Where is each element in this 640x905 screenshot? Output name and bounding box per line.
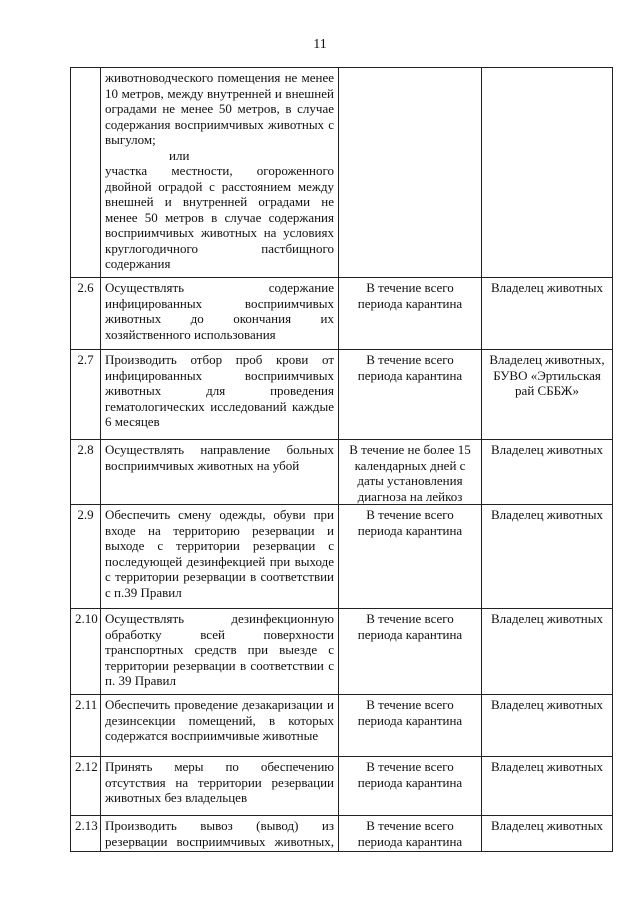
term-line: В течение всего — [366, 759, 454, 774]
term-line: календарных дней с — [354, 457, 466, 473]
responsible-cell — [482, 695, 613, 757]
responsible-cell — [482, 757, 613, 816]
measure-line: или — [169, 147, 190, 163]
term-line: В течение не более 15 — [349, 442, 471, 457]
measure-line: п. 39 Правил — [105, 673, 176, 688]
measure-line: обработку всей поверхности — [105, 626, 334, 642]
measure-line: Осуществлять содержание — [105, 280, 334, 295]
measure-cell — [101, 440, 339, 505]
row-number-cell: 2.12 — [71, 757, 101, 816]
measure-line: содержания восприимчивых животных с — [105, 116, 334, 132]
measure-line: Осуществлять дезинфекционную — [105, 611, 334, 626]
measure-line: 6 месяцев — [105, 414, 160, 429]
responsible-cell — [482, 609, 613, 695]
responsible-line: Владелец животных — [491, 280, 603, 295]
measure-line: животных для проведения — [105, 383, 334, 398]
term-line: В течение всего — [366, 352, 454, 367]
term-line: В течение всего — [366, 818, 454, 833]
measure-line: выходе с территории резервации с — [105, 538, 334, 553]
measure-line: Производить отбор проб крови от — [105, 352, 334, 367]
term-cell — [339, 505, 482, 609]
row-number-cell: 2.11 — [71, 695, 101, 757]
responsible-line: Владелец животных — [491, 818, 603, 833]
measure-line: дезинсекции помещений, в которых — [105, 712, 334, 728]
row-number-cell: 2.13 — [71, 816, 101, 852]
term-line: периода карантина — [357, 367, 463, 383]
row-number-cell: 2.9 — [71, 505, 101, 609]
term-line: В течение всего — [366, 611, 454, 626]
row-number-cell: 2.10 — [71, 609, 101, 695]
term-line: периода карантина — [357, 295, 463, 311]
measure-line: оградами не менее 50 метров, в случае — [105, 101, 334, 116]
responsible-cell — [482, 350, 613, 440]
measure-line: животноводческого помещения не менее — [105, 70, 334, 85]
term-cell — [339, 68, 482, 278]
measure-line: Обеспечить проведение дезакаризации и — [105, 697, 334, 712]
term-line: периода карантина — [357, 712, 463, 728]
responsible-line: Владелец животных — [491, 507, 603, 522]
term-cell — [339, 440, 482, 505]
measure-cell — [101, 816, 339, 852]
measure-line: последующей дезинфекцией при выходе — [105, 553, 334, 569]
term-line: периода карантина — [357, 833, 463, 849]
measure-line: отсутствия на территории резервации — [105, 774, 334, 790]
table-row — [71, 757, 613, 816]
responsible-line: Владелец животных, — [489, 352, 605, 367]
table-row — [71, 816, 613, 852]
responsible-line: Владелец животных — [491, 442, 603, 457]
measure-line: Осуществлять направление больных — [105, 442, 334, 457]
measure-line: животных до окончания их — [105, 311, 334, 326]
measure-line: входе на территорию резервации и — [105, 522, 334, 538]
measure-line: гематологических исследований каждые — [105, 398, 334, 414]
responsible-cell — [482, 505, 613, 609]
responsible-line: Владелец животных — [491, 697, 603, 712]
responsible-line: Владелец животных — [491, 759, 603, 774]
term-line: В течение всего — [366, 697, 454, 712]
term-cell — [339, 609, 482, 695]
measure-cell — [101, 278, 339, 350]
measure-line: территории резервации в соответствии с — [105, 657, 334, 673]
measure-line: 10 метров, между внутренней и внешней — [105, 85, 334, 101]
measure-line: содержатся восприимчивые животные — [105, 728, 319, 743]
measure-line: менее 50 метров в случае содержания — [105, 209, 334, 225]
measure-cell — [101, 695, 339, 757]
measure-line: инфицированных восприимчивых — [105, 367, 334, 383]
measure-line: резервации восприимчивых животных, — [105, 833, 334, 849]
row-number-cell: 2.8 — [71, 440, 101, 505]
term-cell — [339, 350, 482, 440]
term-line: В течение всего — [366, 280, 454, 295]
term-line: даты установления — [357, 473, 463, 488]
measure-line: инфицированных восприимчивых — [105, 295, 334, 311]
responsible-line: рай СББЖ» — [515, 383, 579, 398]
measure-line: участка местности, огороженного — [105, 163, 334, 178]
measure-line: двойной оградой с расстоянием между — [105, 178, 334, 194]
responsible-line: Владелец животных — [491, 611, 603, 626]
table-row — [71, 350, 613, 440]
row-number-cell — [71, 68, 101, 278]
responsible-line: БУВО «Эртильская — [493, 367, 601, 383]
measure-line: внешней и внутренней оградами не — [105, 194, 334, 209]
measure-line: животных без владельцев — [105, 790, 248, 805]
responsible-cell — [482, 440, 613, 505]
measure-line: выгулом; — [105, 132, 156, 147]
measure-line: восприимчивых животных на убой — [105, 457, 300, 473]
measures-table — [70, 67, 613, 852]
term-cell — [339, 816, 482, 852]
term-line: диагноза на лейкоз — [357, 488, 463, 504]
measure-line: хозяйственного использования — [105, 326, 276, 342]
row-number-cell: 2.7 — [71, 350, 101, 440]
responsible-cell — [482, 278, 613, 350]
term-cell — [339, 757, 482, 816]
table-row — [71, 695, 613, 757]
measure-cell — [101, 609, 339, 695]
responsible-cell — [482, 68, 613, 278]
table-row — [71, 505, 613, 609]
measure-line: с территории резервации в соответствии — [105, 569, 334, 584]
measure-line: содержания — [105, 256, 171, 271]
term-cell — [339, 695, 482, 757]
measure-line: Принять меры по обеспечению — [105, 759, 334, 774]
row-number-cell: 2.6 — [71, 278, 101, 350]
measure-line: Обеспечить смену одежды, обуви при — [105, 507, 334, 522]
responsible-cell — [482, 816, 613, 852]
term-line: В течение всего — [366, 507, 454, 522]
term-line: периода карантина — [357, 522, 463, 538]
term-line: периода карантина — [357, 774, 463, 790]
table-row — [71, 278, 613, 350]
term-line: периода карантина — [357, 626, 463, 642]
page-number: 11 — [313, 37, 327, 52]
table-row-continuation — [71, 68, 613, 278]
term-cell — [339, 278, 482, 350]
measure-line: восприимчивых животных на условиях — [105, 225, 334, 240]
measure-line: с п.39 Правил — [105, 584, 182, 600]
measure-line: транспортных средств при выезде с — [105, 642, 334, 657]
measure-cell — [101, 350, 339, 440]
measure-cell — [101, 757, 339, 816]
measure-line: круглогодичного пастбищного — [105, 240, 334, 256]
table-row — [71, 609, 613, 695]
table-row — [71, 440, 613, 505]
measure-line: Производить вывоз (вывод) из — [105, 818, 334, 833]
measure-cell — [101, 505, 339, 609]
measure-cell — [101, 68, 339, 278]
